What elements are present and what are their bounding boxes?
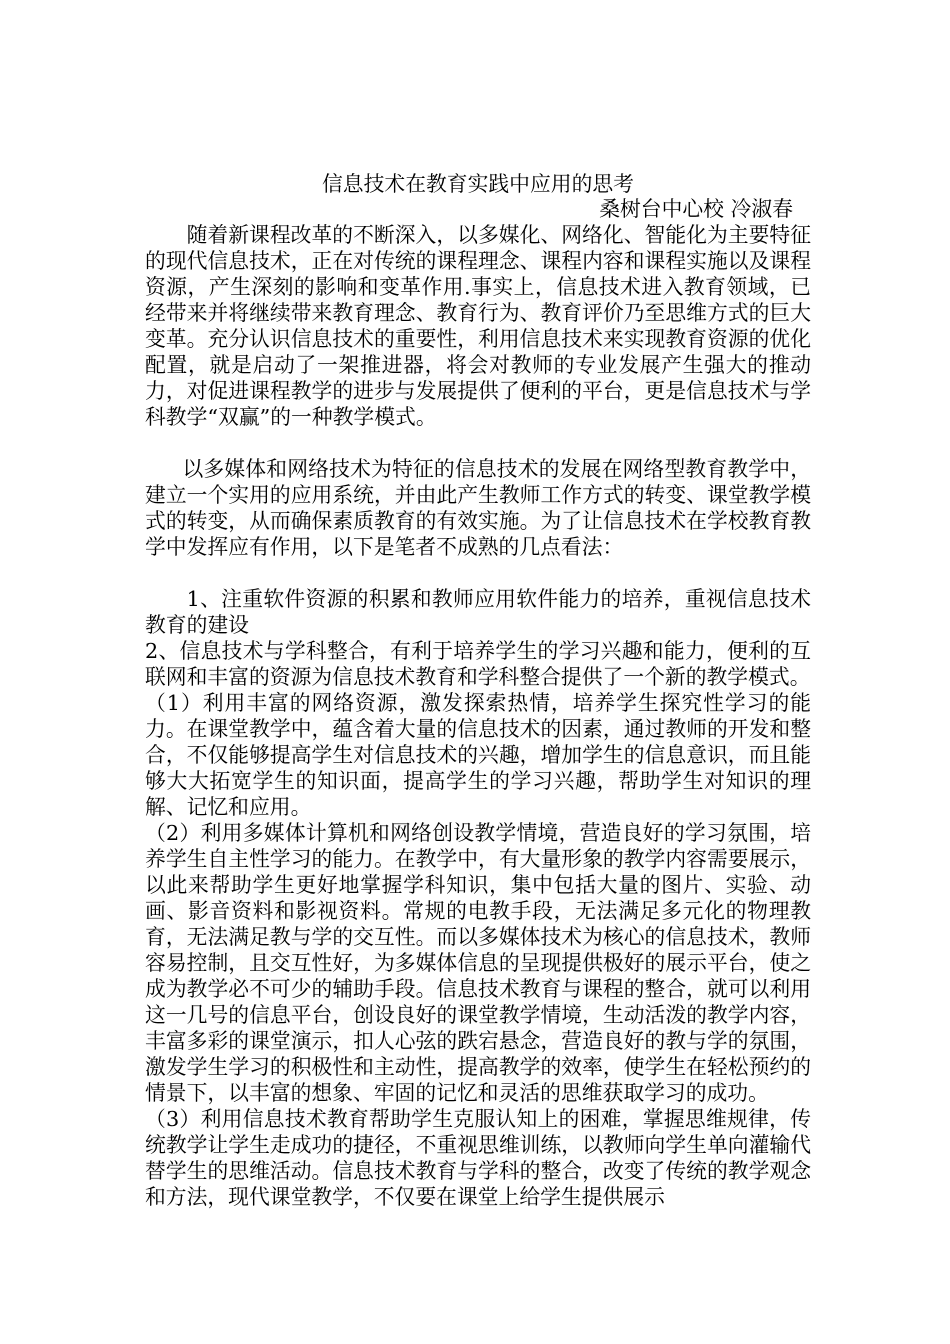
section-heading-1: 1、注重软件资源的积累和教师应用软件能力的培养，重视信息技术教育的建设 xyxy=(145,587,811,637)
paragraph-spacer xyxy=(145,560,811,586)
section-heading-2: 2、信息技术与学科整合，有利于培养学生的学习兴趣和能力，便利的互联网和丰富的资源为信息技术教育和学科整合提供了一个新的教学模式。 xyxy=(145,639,811,689)
paragraph-point-2: （2）利用多媒体计算机和网络创设教学情境，营造良好的学习氛围，培养学生自主性学习的能力。在教学中，有大量形象的教学内容需要展示，以此来帮助学生更好地掌握学科知识，集中包括大量的图片、实验、动画、影音资料和影视资料。常规的电教手段，无法满足多元化的物理教育，无法满足教与学的交互性。而以多媒体技术为核心的信息技术，教师容易控制，且交互性好，为多媒体信息的呈现提供极好的展示平台，使之成为教学必不可少的辅助手段。信息技术教育与课程的整合，就可以利用这一几号的信息平台，创设良好的课堂教学情境，生动活泼的教学内容，丰富多彩的课堂演示，扣人心弦的跌宕悬念，营造良好的教与学的氛围，激发学生学习的积极性和主动性，提高教学的效率，使学生在轻松预约的情景下，以丰富的想象、牢固的记忆和灵活的思维获取学习的成功。 xyxy=(145,821,811,1105)
paragraph-point-3: （3）利用信息技术教育帮助学生克服认知上的困难，掌握思维规律，传统教学让学生走成功的捷径，不重视思维训练，以教师向学生单向灌输代替学生的思维活动。信息技术教育与学科的整合，改变了传统的教学观念和方法，现代课堂教学，不仅要在课堂上给学生提供展示 xyxy=(145,1107,811,1209)
paragraph-point-1: （1）利用丰富的网络资源，激发探索热情，培养学生探究性学习的能力。在课堂教学中，蕴含着大量的信息技术的因素，通过教师的开发和整合，不仅能够提高学生对信息技术的兴趣，增加学生的信息意识，而且能够大大拓宽学生的知识面，提高学生的学习兴趣，帮助学生对知识的理解、记忆和应用。 xyxy=(145,691,811,819)
paragraph-background: 以多媒体和网络技术为特征的信息技术的发展在网络型教育教学中，建立一个实用的应用系统，并由此产生教师工作方式的转变、课堂教学模式的转变，从而确保素质教育的有效实施。为了让信息技术在学校教育教学中发挥应有作用，以下是笔者不成熟的几点看法： xyxy=(145,457,811,559)
document-body xyxy=(145,171,811,1210)
document-title: 信息技术在教育实践中应用的思考 xyxy=(322,172,634,196)
paragraph-spacer xyxy=(145,430,811,456)
paragraph-intro: 随着新课程改革的不断深入，以多媒化、网络化、智能化为主要特征的现代信息技术，正在对传统的课程理念、课程内容和课程实施以及课程资源，产生深刻的影响和变革作用.事实上，信息技术进入教育领域，已经带来并将继续带来教育理念、教育行为、教育评价乃至思维方式的巨大变革。充分认识信息技术的重要性，利用信息技术来实现教育资源的优化配置，就是启动了一架推进器，将会对教师的专业发展产生强大的推动力，对促进课程教学的进步与发展提供了便利的平台，更是信息技术与学科教学“双赢”的一种教学模式。 xyxy=(145,223,811,429)
author-line: 桑树台中心校 冷淑春 xyxy=(599,197,793,221)
